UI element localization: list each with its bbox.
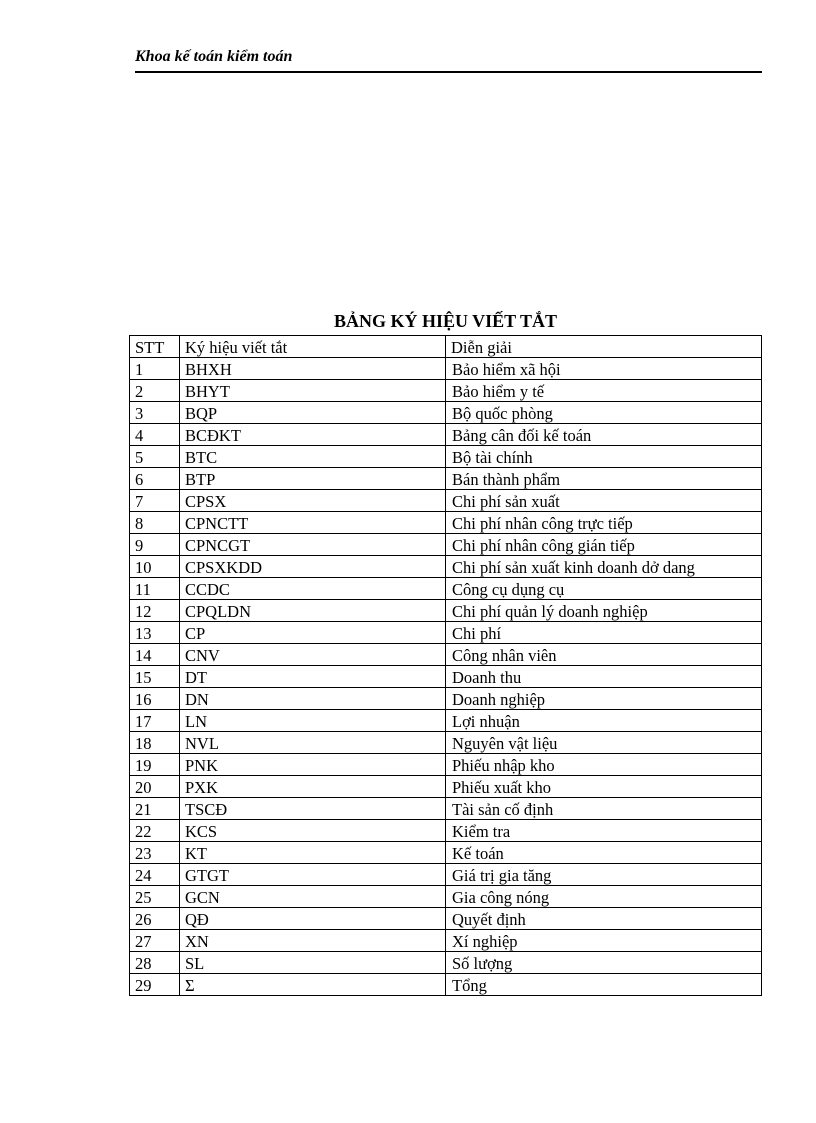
stt-cell: 11 xyxy=(130,578,180,600)
table-header-row xyxy=(130,336,762,358)
stt-cell: 2 xyxy=(130,380,180,402)
stt-cell: 3 xyxy=(130,402,180,424)
abbreviation-cell: NVL xyxy=(180,732,446,754)
abbreviation-cell: CCDC xyxy=(180,578,446,600)
table-row xyxy=(130,974,762,996)
table-row xyxy=(130,952,762,974)
page-header xyxy=(135,47,762,73)
stt-cell: 26 xyxy=(130,908,180,930)
stt-cell: 10 xyxy=(130,556,180,578)
description-cell: Lợi nhuận xyxy=(446,710,762,732)
table-row xyxy=(130,710,762,732)
table-row xyxy=(130,622,762,644)
stt-cell: 16 xyxy=(130,688,180,710)
stt-cell: 28 xyxy=(130,952,180,974)
abbreviation-cell: PNK xyxy=(180,754,446,776)
table-row xyxy=(130,358,762,380)
column-header-stt: STT xyxy=(130,336,180,358)
abbreviation-cell: GTGT xyxy=(180,864,446,886)
abbreviation-cell: BHXH xyxy=(180,358,446,380)
description-cell: Công nhân viên xyxy=(446,644,762,666)
description-cell: Bảng cân đối kế toán xyxy=(446,424,762,446)
table-row xyxy=(130,380,762,402)
abbreviation-cell: CPNCTT xyxy=(180,512,446,534)
table-row xyxy=(130,578,762,600)
description-cell: Bảo hiểm xã hội xyxy=(446,358,762,380)
stt-cell: 25 xyxy=(130,886,180,908)
table-row xyxy=(130,490,762,512)
stt-cell: 20 xyxy=(130,776,180,798)
abbreviation-cell: Σ xyxy=(180,974,446,996)
stt-cell: 24 xyxy=(130,864,180,886)
stt-cell: 15 xyxy=(130,666,180,688)
description-cell: Doanh nghiệp xyxy=(446,688,762,710)
description-cell: Bộ tài chính xyxy=(446,446,762,468)
stt-cell: 22 xyxy=(130,820,180,842)
table-row xyxy=(130,754,762,776)
abbreviation-cell: SL xyxy=(180,952,446,974)
description-cell: Chi phí nhân công trực tiếp xyxy=(446,512,762,534)
abbreviation-cell: CP xyxy=(180,622,446,644)
abbreviation-cell: PXK xyxy=(180,776,446,798)
stt-cell: 1 xyxy=(130,358,180,380)
abbreviation-cell: DT xyxy=(180,666,446,688)
description-cell: Chi phí quản lý doanh nghiệp xyxy=(446,600,762,622)
abbreviation-cell: BHYT xyxy=(180,380,446,402)
abbreviation-cell: BTP xyxy=(180,468,446,490)
table-row xyxy=(130,908,762,930)
abbreviation-cell: CPQLDN xyxy=(180,600,446,622)
abbreviation-table xyxy=(129,335,762,996)
abbreviation-cell: BTC xyxy=(180,446,446,468)
stt-cell: 29 xyxy=(130,974,180,996)
stt-cell: 21 xyxy=(130,798,180,820)
stt-cell: 8 xyxy=(130,512,180,534)
table-row xyxy=(130,446,762,468)
table-row xyxy=(130,820,762,842)
description-cell: Chi phí sản xuất kinh doanh dở dang xyxy=(446,556,762,578)
table-row xyxy=(130,468,762,490)
table-row xyxy=(130,842,762,864)
stt-cell: 12 xyxy=(130,600,180,622)
description-cell: Quyết định xyxy=(446,908,762,930)
table-row xyxy=(130,600,762,622)
table-row xyxy=(130,798,762,820)
stt-cell: 5 xyxy=(130,446,180,468)
description-cell: Kiểm tra xyxy=(446,820,762,842)
table-row xyxy=(130,688,762,710)
description-cell: Tổng xyxy=(446,974,762,996)
description-cell: Bộ quốc phòng xyxy=(446,402,762,424)
table-row xyxy=(130,666,762,688)
table-row xyxy=(130,886,762,908)
stt-cell: 6 xyxy=(130,468,180,490)
stt-cell: 7 xyxy=(130,490,180,512)
abbreviation-cell: CPSX xyxy=(180,490,446,512)
table-row xyxy=(130,930,762,952)
description-cell: Số lượng xyxy=(446,952,762,974)
description-cell: Tài sản cố định xyxy=(446,798,762,820)
stt-cell: 17 xyxy=(130,710,180,732)
abbreviation-cell: QĐ xyxy=(180,908,446,930)
abbreviation-cell: DN xyxy=(180,688,446,710)
stt-cell: 4 xyxy=(130,424,180,446)
description-cell: Bảo hiểm y tế xyxy=(446,380,762,402)
table-title: BẢNG KÝ HIỆU VIẾT TẮT xyxy=(333,311,558,331)
description-cell: Kế toán xyxy=(446,842,762,864)
abbreviation-cell: CPNCGT xyxy=(180,534,446,556)
stt-cell: 18 xyxy=(130,732,180,754)
stt-cell: 23 xyxy=(130,842,180,864)
table-row xyxy=(130,512,762,534)
description-cell: Xí nghiệp xyxy=(446,930,762,952)
abbreviation-cell: TSCĐ xyxy=(180,798,446,820)
abbreviation-cell: KCS xyxy=(180,820,446,842)
table-body xyxy=(130,358,762,996)
abbreviation-cell: XN xyxy=(180,930,446,952)
description-cell: Công cụ dụng cụ xyxy=(446,578,762,600)
table-row xyxy=(130,864,762,886)
table-row xyxy=(130,424,762,446)
abbreviation-cell: BCĐKT xyxy=(180,424,446,446)
column-header-description: Diễn giải xyxy=(446,336,762,358)
abbreviation-cell: CPSXKDD xyxy=(180,556,446,578)
header-text: Khoa kế toán kiểm toán xyxy=(135,48,293,65)
column-header-abbreviation: Ký hiệu viết tắt xyxy=(180,336,446,358)
description-cell: Gia công nóng xyxy=(446,886,762,908)
stt-cell: 27 xyxy=(130,930,180,952)
table-row xyxy=(130,776,762,798)
abbreviation-cell: GCN xyxy=(180,886,446,908)
table-row xyxy=(130,402,762,424)
stt-cell: 13 xyxy=(130,622,180,644)
table-row xyxy=(130,732,762,754)
abbreviation-cell: CNV xyxy=(180,644,446,666)
description-cell: Phiếu nhập kho xyxy=(446,754,762,776)
abbreviation-cell: KT xyxy=(180,842,446,864)
table-row xyxy=(130,556,762,578)
table-row xyxy=(130,534,762,556)
description-cell: Chi phí xyxy=(446,622,762,644)
table-row xyxy=(130,644,762,666)
description-cell: Giá trị gia tăng xyxy=(446,864,762,886)
stt-cell: 14 xyxy=(130,644,180,666)
description-cell: Doanh thu xyxy=(446,666,762,688)
description-cell: Nguyên vật liệu xyxy=(446,732,762,754)
description-cell: Chi phí nhân công gián tiếp xyxy=(446,534,762,556)
stt-cell: 19 xyxy=(130,754,180,776)
description-cell: Phiếu xuất kho xyxy=(446,776,762,798)
stt-cell: 9 xyxy=(130,534,180,556)
description-cell: Chi phí sản xuất xyxy=(446,490,762,512)
abbreviation-cell: LN xyxy=(180,710,446,732)
abbreviation-cell: BQP xyxy=(180,402,446,424)
description-cell: Bán thành phẩm xyxy=(446,468,762,490)
